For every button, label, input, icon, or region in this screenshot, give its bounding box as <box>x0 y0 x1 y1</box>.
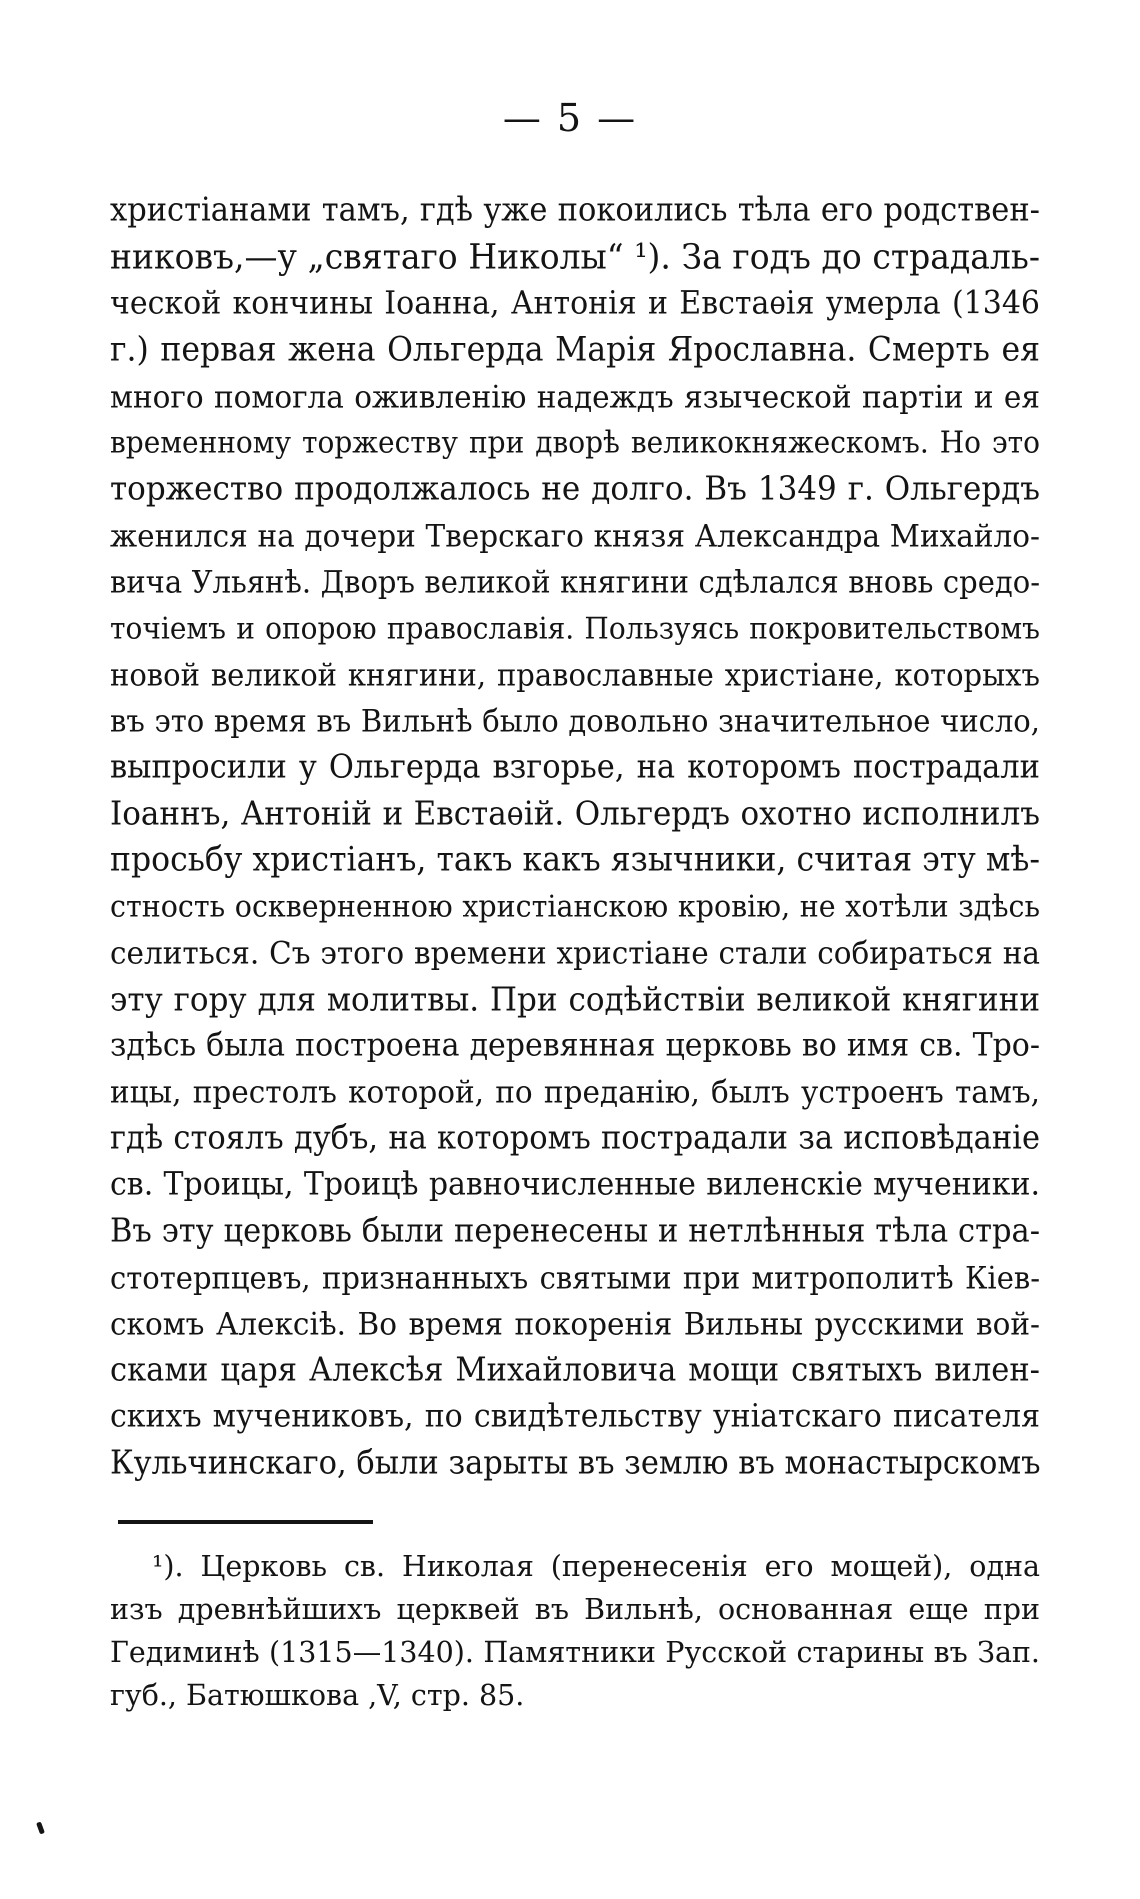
text-line: ческой кончины Іоанна, Антонія и Евстаѳія умерла (1346 <box>110 284 1040 322</box>
body-text <box>110 188 1040 1487</box>
footnotes <box>110 1545 1040 1717</box>
text-line: точіемъ и опорою православія. Пользуясь покровительствомъ <box>110 610 1040 646</box>
text-line: г.) первая жена Ольгерда Марія Ярославна. Смерть ея <box>110 331 1040 370</box>
page-number: — 5 — <box>502 96 638 140</box>
footnote-line: изъ древнѣйшихъ церквей въ Вильнѣ, основанная еще при <box>110 1593 1040 1626</box>
footnote-line: ¹). Церковь св. Николая (перенесенія его мощей), одна <box>152 1550 1040 1583</box>
text-line: женился на дочери Тверскаго князя Александра Михайло- <box>110 517 1040 554</box>
text-line: новой великой княгини, православные христіане, которыхъ <box>110 656 1040 693</box>
text-line: въ это время въ Вильнѣ было довольно значительное число, <box>110 703 1040 740</box>
text-line: временному торжеству при дворѣ великокняжескомъ. Но это <box>110 424 1040 460</box>
text-line: здѣсь была построена деревянная церковь во имя св. Тро- <box>110 1026 1040 1065</box>
text-line: стотерпцевъ, признанныхъ святыми при митрополитѣ Кіев- <box>110 1259 1040 1296</box>
text-line: эту гору для молитвы. При содѣйствіи великой княгини <box>110 980 1040 1019</box>
text-line: скихъ мучениковъ, по свидѣтельству уніатскаго писателя <box>110 1398 1040 1436</box>
text-line: сками царя Алексѣя Михайловича мощи святыхъ вилен- <box>110 1351 1040 1389</box>
text-line: св. Троицы, Троицѣ равночисленные виленскіе мученики. <box>110 1166 1040 1204</box>
text-line: гдѣ стоялъ дубъ, на которомъ пострадали за исповѣданіе <box>110 1119 1040 1157</box>
text-line: выпросили у Ольгерда взгорье, на которомъ пострадали <box>110 748 1040 786</box>
text-line: торжество продолжалось не долго. Въ 1349 г. Ольгердъ <box>110 470 1040 509</box>
text-line: просьбу христіанъ, такъ какъ язычники, считая эту мѣ- <box>110 841 1040 880</box>
text-line: селиться. Съ этого времени христіане стали собираться на <box>110 935 1040 972</box>
text-line: скомъ Алексіѣ. Во время покоренія Вильны русскими вой- <box>110 1306 1040 1343</box>
footnote-line: Гедиминѣ (1315—1340). Памятники Русской старины въ Зап. <box>110 1636 1040 1669</box>
text-line: христіанами тамъ, гдѣ уже покоились тѣла его родствен- <box>110 191 1040 230</box>
footnote-line: губ., Батюшкова ,V, стр. 85. <box>110 1679 525 1712</box>
text-line: Въ эту церковь были перенесены и нетлѣнныя тѣла стра- <box>110 1212 1040 1250</box>
text-line: ицы, престолъ которой, по преданію, былъ устроенъ тамъ, <box>110 1074 1040 1111</box>
text-line: никовъ,—у „святаго Николы“ ¹). За годъ до страдаль- <box>110 236 1040 278</box>
ink-speck <box>36 1822 45 1835</box>
text-line: много помогла оживленію надеждъ языческой партіи и ея <box>110 378 1040 415</box>
text-line: вича Ульянѣ. Дворъ великой княгини сдѣлался вновь средо- <box>110 564 1040 601</box>
text-line: стность оскверненною христіанскою кровію, не хотѣли здѣсь <box>110 888 1040 924</box>
footnote-divider <box>118 1520 373 1524</box>
text-line: Іоаннъ, Антоній и Евстаѳій. Ольгердъ охотно исполнилъ <box>110 794 1040 834</box>
text-line: Кульчинскаго, были зарыты въ землю въ монастырскомъ <box>110 1444 1041 1482</box>
